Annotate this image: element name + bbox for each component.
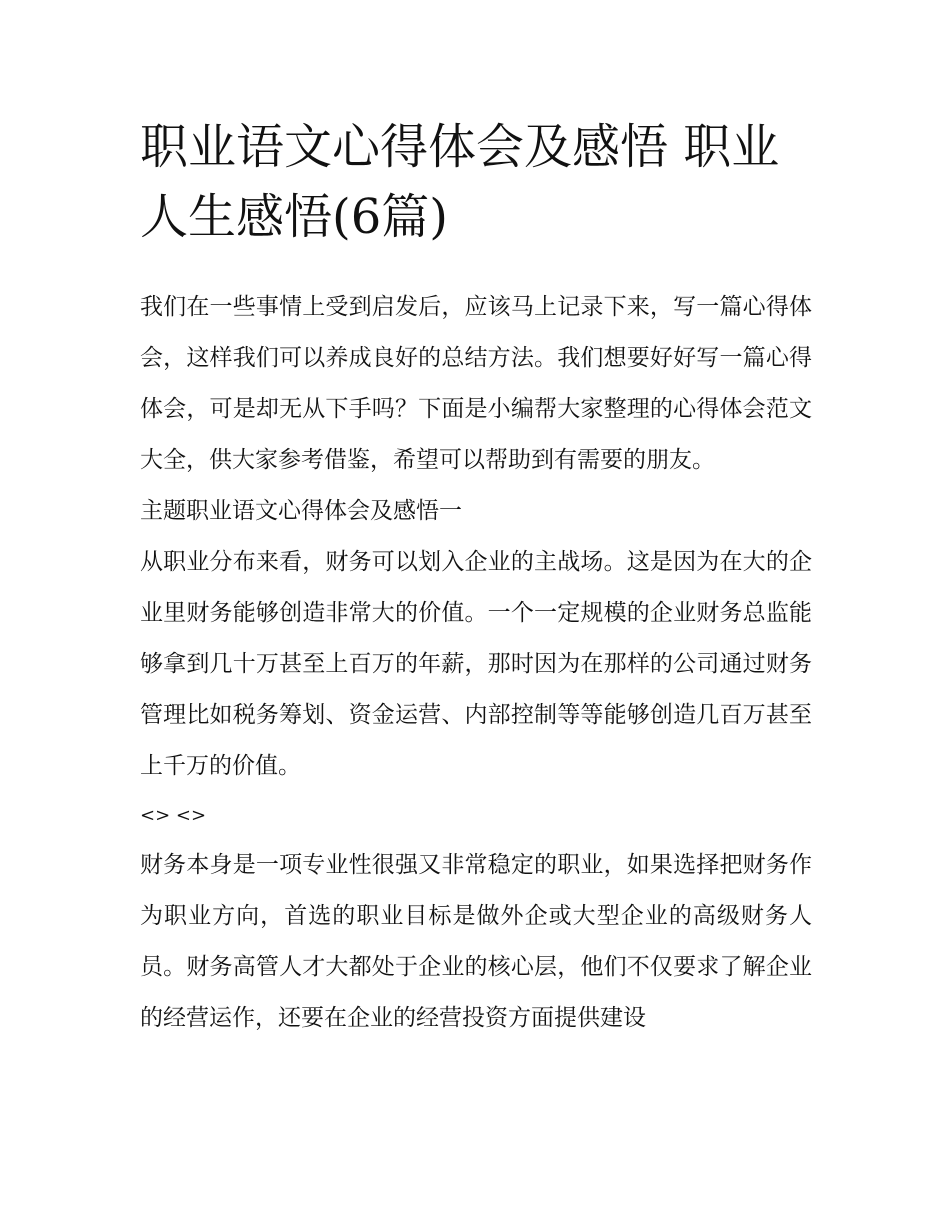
intro-paragraph: 我们在一些事情上受到启发后，应该马上记录下来，写一篇心得体会，这样我们可以养成良好的总结方法。我们想要好好写一篇心得体会，可是却无从下手吗？下面是小编帮大家整理的心得体会范文大全，供大家参考借鉴，希望可以帮助到有需要的朋友。 [140,294,812,473]
body-paragraph: 从职业分布来看，财务可以划入企业的主战场。这是因为在大的企业里财务能够创造非常大的价值。一个一定规模的企业财务总监能够拿到几十万甚至上百万的年薪，那时因为在那样的公司通过财务管理比如税务筹划、资金运营、内部控制等等能够创造几百万甚至上千万的价值。 [140,549,812,779]
body-paragraph: 财务本身是一项专业性很强又非常稳定的职业，如果选择把财务作为职业方向，首选的职业目标是做外企或大型企业的高级财务人员。财务高管人才大都处于企业的核心层，他们不仅要求了解企业的经营运作，还要在企业的经营投资方面提供建设 [140,852,812,1031]
document-page [140,112,812,1044]
document-title: 职业语文心得体会及感悟 职业人生感悟(6篇) [140,119,780,245]
placeholder-marks: <> <> [140,805,207,826]
section-heading: 主题职业语文心得体会及感悟一 [140,498,462,524]
